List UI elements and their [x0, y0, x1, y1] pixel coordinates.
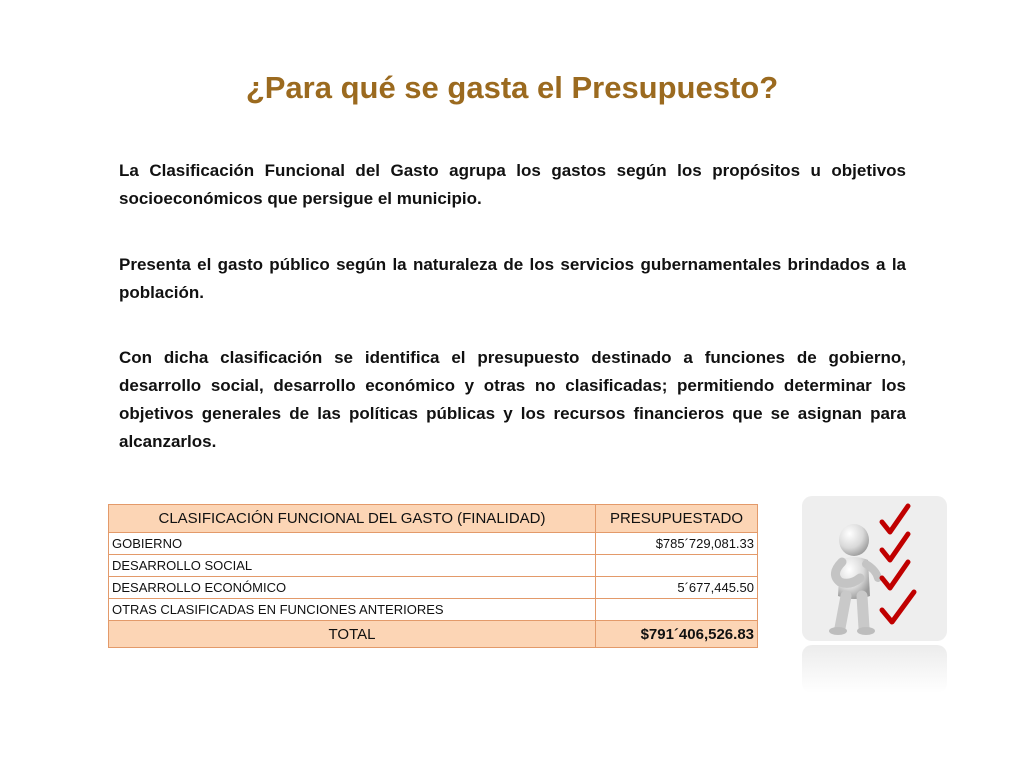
header-classification: CLASIFICACIÓN FUNCIONAL DEL GASTO (FINALIDAD)	[109, 505, 596, 533]
row-value: $785´729,081.33	[596, 533, 758, 555]
row-value	[596, 555, 758, 577]
header-budgeted: PRESUPUESTADO	[596, 505, 758, 533]
total-label: TOTAL	[109, 621, 596, 648]
paragraph-definition: La Clasificación Funcional del Gasto agrupa los gastos según los propósitos u objetivos socioeconómicos que persigue el municipio.	[119, 161, 906, 208]
paragraph-presentation: Presenta el gasto público según la naturaleza de los servicios gubernamentales brindados a la población.	[119, 255, 906, 302]
table-row	[109, 555, 758, 577]
table-header-row	[109, 505, 758, 533]
table-row	[109, 599, 758, 621]
illustration-reflection	[802, 645, 947, 693]
row-value	[596, 599, 758, 621]
checklist-figure-icon	[802, 496, 947, 641]
checklist-figure-graphic	[802, 496, 947, 641]
page-title: ¿Para qué se gasta el Presupuesto?	[245, 70, 779, 105]
total-value: $791´406,526.83	[596, 621, 758, 648]
row-label: GOBIERNO	[109, 533, 596, 555]
row-label: OTRAS CLASIFICADAS EN FUNCIONES ANTERIORES	[109, 599, 596, 621]
row-label: DESARROLLO SOCIAL	[109, 555, 596, 577]
table-row	[109, 533, 758, 555]
row-value: 5´677,445.50	[596, 577, 758, 599]
row-label: DESARROLLO ECONÓMICO	[109, 577, 596, 599]
paragraph-purpose: Con dicha clasificación se identifica el presupuesto destinado a funciones de gobierno, desarrollo social, desarrollo económico y otras no clasificadas; permitiendo determinar los objetivos generales de las políticas públicas y los recursos financieros que se asignan para alcanzarlos.	[119, 348, 906, 451]
total-row	[109, 621, 758, 648]
table-row	[109, 577, 758, 599]
budget-table	[108, 504, 758, 648]
